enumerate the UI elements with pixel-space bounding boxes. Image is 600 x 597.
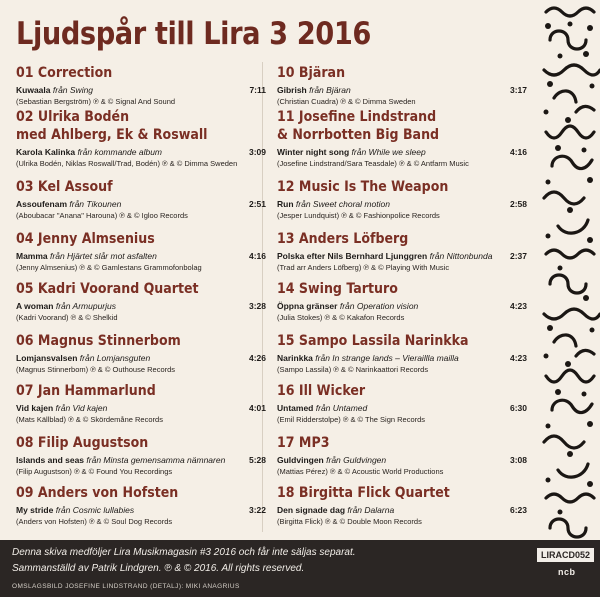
track-song-row: [277, 250, 527, 262]
track-artist: 16 Ill Wicker: [277, 383, 366, 399]
track-09: [16, 484, 266, 527]
track-album: från While we sleep: [351, 147, 426, 157]
track-credit: (Jenny Almsenius) ℗ & © Gamlestans Grammofonbolag: [16, 263, 202, 272]
track-song-row: [16, 504, 266, 516]
track-album: från Bjäran: [309, 85, 351, 95]
track-song-row: [277, 146, 527, 158]
track-artist: 08 Filip Augustson: [16, 435, 149, 451]
track-album: från Tikounen: [69, 199, 122, 209]
track-duration: 3:09: [248, 147, 266, 157]
track-song-row: [277, 352, 527, 364]
track-song-row: [16, 454, 266, 466]
track-01: [16, 64, 266, 107]
track-artist: 01 Correction: [16, 65, 113, 81]
track-duration: 2:58: [509, 199, 527, 209]
track-album: från Minsta gemensamma nämnaren: [86, 455, 226, 465]
track-credit: (Josefine Lindstrand/Sara Teasdale) ℗ & © Antfarm Music: [277, 159, 469, 168]
track-artist: 09 Anders von Hofsten: [16, 485, 179, 501]
track-song: Untamed från Untamed: [277, 403, 368, 413]
track-credit: (Christian Cuadra) ℗ & © Dimma Sweden: [277, 97, 416, 106]
track-song-row: [16, 84, 266, 96]
track-song: Polska efter Nils Bernhard Ljunggren från Nittonbunda: [277, 251, 493, 261]
track-artist: 17 MP3: [277, 435, 330, 451]
track-album: från Swing: [52, 85, 94, 95]
footer-compiled-by: Sammanställd av Patrik Lindgren. ℗ & © 2016. All rights reserved.: [12, 563, 305, 574]
track-song: A woman från Armupurjus: [16, 301, 116, 311]
track-artist: 05 Kadri Voorand Quartet: [16, 281, 199, 297]
track-03: [16, 178, 266, 221]
track-album: från Lomjansguten: [79, 353, 151, 363]
track-artist: 06 Magnus Stinnerbom: [16, 333, 181, 349]
track-credit: (Anders von Hofsten) ℗ & © Soul Dog Records: [16, 517, 173, 526]
track-credit: (Sebastian Bergström) ℗ & © Signal And Sound: [16, 97, 176, 106]
track-song-row: [277, 300, 527, 312]
track-credit: (Aboubacar "Anana" Harouna) ℗ & © Igloo Records: [16, 211, 188, 220]
track-song: Winter night song från While we sleep: [277, 147, 426, 157]
track-02: [16, 108, 266, 169]
track-song: Vid kajen från Vid kajen: [16, 403, 108, 413]
track-credit: (Julia Stokes) ℗ & © Kakafon Records: [277, 313, 405, 322]
track-duration: 2:37: [509, 251, 527, 261]
track-song-row: [16, 402, 266, 414]
track-song: Kuwaala från Swing: [16, 85, 94, 95]
track-song: Karola Kalinka från kommande album: [16, 147, 163, 157]
track-artist: 13 Anders Löfberg: [277, 231, 409, 247]
track-duration: 3:22: [248, 505, 266, 515]
track-album: från Nittonbunda: [429, 251, 493, 261]
track-duration: 2:51: [248, 199, 266, 209]
track-08: [16, 434, 266, 477]
track-album: från Armupurjus: [55, 301, 116, 311]
track-album: från Sweet choral motion: [295, 199, 390, 209]
track-song-row: [16, 300, 266, 312]
track-duration: 4:23: [509, 353, 527, 363]
track-song: Narinkka från In strange lands – Vieraillla mailla: [277, 353, 459, 363]
track-credit: (Trad arr Anders Löfberg) ℗ & © Playing With Music: [277, 263, 450, 272]
track-song-row: [277, 504, 527, 516]
track-artist: 14 Swing Tarturo: [277, 281, 398, 297]
catalog-number: LIRACD052: [537, 548, 594, 562]
track-credit: (Emil Ridderstolpe) ℗ & © The Sign Records: [277, 415, 426, 424]
track-album: från Cosmic lullabies: [55, 505, 135, 515]
track-duration: 6:30: [509, 403, 527, 413]
track-07: [16, 382, 266, 425]
track-artist-line2: & Norrbotten Big Band: [277, 127, 440, 143]
decorative-pattern-strip: [540, 0, 600, 540]
track-album: från Vid kajen: [55, 403, 108, 413]
track-artist: 12 Music Is The Weapon: [277, 179, 449, 195]
track-song: Öppna gränser från Operation vision: [277, 301, 419, 311]
track-06: [16, 332, 266, 375]
track-duration: 3:28: [248, 301, 266, 311]
track-credit: (Jesper Lundquist) ℗ & © Fashionpolice Records: [277, 211, 440, 220]
track-artist-line2: med Ahlberg, Ek & Roswall: [16, 127, 208, 143]
track-15: [277, 332, 527, 375]
track-16: [277, 382, 527, 425]
track-song-row: [16, 146, 266, 158]
track-song-row: [16, 198, 266, 210]
footer-cover-credit: OMSLAGSBILD JOSEFINE LINDSTRAND (DETALJ): MIKI ANAGRIUS: [12, 583, 240, 590]
track-album: från Guldvingen: [326, 455, 387, 465]
track-credit: (Sampo Lassila) ℗ & © Narinkaattori Records: [277, 365, 429, 374]
track-song-row: [277, 198, 527, 210]
track-duration: 4:01: [248, 403, 266, 413]
track-13: [277, 230, 527, 273]
track-song: Guldvingen från Guldvingen: [277, 455, 387, 465]
ncb-logo: ncb: [558, 567, 576, 577]
track-artist: 11 Josefine Lindstrand: [277, 109, 437, 125]
track-song: Den signade dag från Dalarna: [277, 505, 395, 515]
track-duration: 3:08: [509, 455, 527, 465]
track-song: Assoufenam från Tikounen: [16, 199, 122, 209]
track-17: [277, 434, 527, 477]
track-duration: 4:23: [509, 301, 527, 311]
track-11: [277, 108, 527, 169]
track-album: från Hjärtet slår mot asfalten: [50, 251, 157, 261]
track-artist: 07 Jan Hammarlund: [16, 383, 156, 399]
track-credit: (Magnus Stinnerbom) ℗ & © Outhouse Records: [16, 365, 176, 374]
track-duration: 4:26: [248, 353, 266, 363]
track-song: Gibrish från Bjäran: [277, 85, 351, 95]
track-artist: 10 Bjäran: [277, 65, 346, 81]
track-album: från Operation vision: [339, 301, 419, 311]
track-14: [277, 280, 527, 323]
track-artist: 03 Kel Assouf: [16, 179, 113, 195]
track-credit: (Mattias Pérez) ℗ & © Acoustic World Productions: [277, 467, 444, 476]
track-12: [277, 178, 527, 221]
track-credit: (Mats Källblad) ℗ & © Skördemåne Records: [16, 415, 163, 424]
track-song-row: [16, 352, 266, 364]
track-artist: 15 Sampo Lassila Narinkka: [277, 333, 469, 349]
track-song-row: [277, 84, 527, 96]
track-18: [277, 484, 527, 527]
track-duration: 4:16: [509, 147, 527, 157]
track-song-row: [277, 454, 527, 466]
track-duration: 6:23: [509, 505, 527, 515]
track-credit: (Filip Augustson) ℗ & © Found You Recordings: [16, 467, 173, 476]
track-artist: 04 Jenny Almsenius: [16, 231, 155, 247]
track-artist: 18 Birgitta Flick Quartet: [277, 485, 450, 501]
track-album: från Untamed: [315, 403, 368, 413]
footer-notice: Denna skiva medföljer Lira Musikmagasin #3 2016 och får inte säljas separat.: [12, 547, 356, 558]
track-10: [277, 64, 527, 107]
track-credit: (Kadri Voorand) ℗ & © Shelkid: [16, 313, 118, 322]
footer-bar: [0, 540, 600, 597]
track-04: [16, 230, 266, 273]
track-credit: (Ulrika Bodén, Niklas Roswall/Trad, Bodén) ℗ & © Dimma Sweden: [16, 159, 238, 168]
track-song: My stride från Cosmic lullabies: [16, 505, 135, 515]
track-duration: 5:28: [248, 455, 266, 465]
track-05: [16, 280, 266, 323]
track-album: från In strange lands – Vieraillla mailla: [315, 353, 459, 363]
track-song-row: [16, 250, 266, 262]
track-album: från kommande album: [77, 147, 163, 157]
track-artist: 02 Ulrika Bodén: [16, 109, 130, 125]
track-album: från Dalarna: [347, 505, 395, 515]
track-credit: (Birgitta Flick) ℗ & © Double Moon Records: [277, 517, 422, 526]
track-song: Islands and seas från Minsta gemensamma nämnaren: [16, 455, 226, 465]
track-duration: 7:11: [249, 85, 266, 95]
track-song: Run från Sweet choral motion: [277, 199, 390, 209]
track-duration: 4:16: [248, 251, 266, 261]
track-song: Lomjansvalsen från Lomjansguten: [16, 353, 151, 363]
page-title: Ljudspår till Lira 3 2016: [16, 16, 371, 52]
track-song-row: [277, 402, 527, 414]
track-song: Mamma från Hjärtet slår mot asfalten: [16, 251, 157, 261]
folk-pattern-art: [540, 0, 600, 540]
track-duration: 3:17: [509, 85, 527, 95]
